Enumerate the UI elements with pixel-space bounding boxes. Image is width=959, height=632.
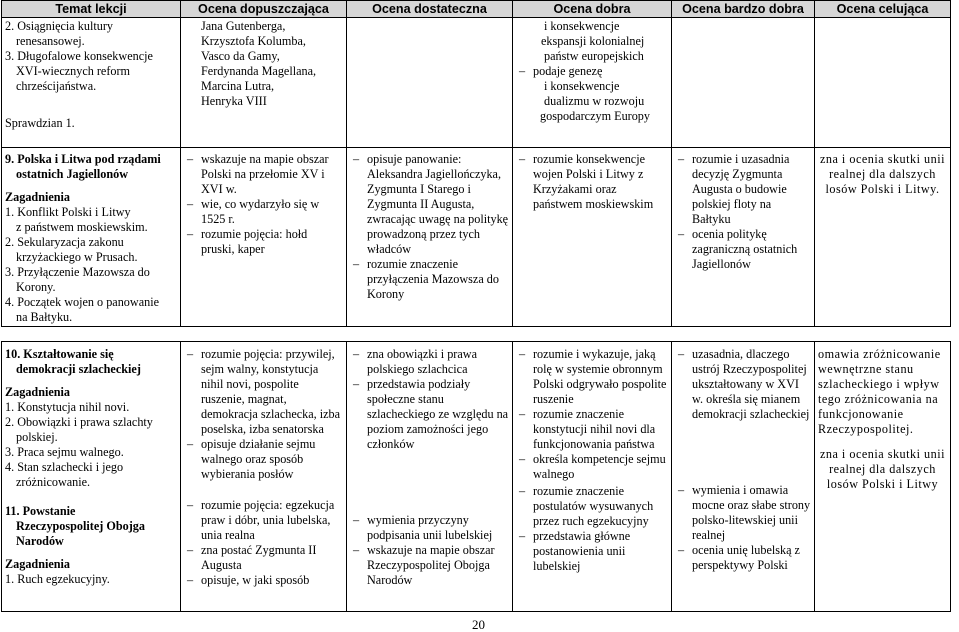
cell-bdb-9 [672, 148, 815, 327]
bullet-item: – zna obowiązki i prawa polskiego szlachcica [353, 347, 509, 377]
text-line: ekspansji kolonialnej [541, 34, 645, 48]
topic-line: 2. Osiągnięcia kultury [5, 19, 113, 33]
bullet-item: – przedstawia główne postanowienia unii lubelskiej [519, 529, 668, 574]
text-line: zna i ocenia skutki unii realnej dla dalszych losów Polski i Litwy. [819, 152, 946, 196]
topic-title: demokracji szlacheckiej [16, 362, 141, 376]
cell-dop-top [181, 18, 347, 148]
bullet-list [678, 152, 811, 272]
bullet-item: – podaje genezę [519, 64, 668, 79]
bullet-item: – ocenia politykę zagraniczną ostatnich Jagiellonów [678, 227, 811, 272]
bullet-item: – przedstawia podziały społeczne stanu szlacheckiego ze względu na poziom zamożności jego członków [353, 377, 509, 452]
issue-line: 1. Ruch egzekucyjny. [5, 572, 110, 586]
cell-dos-9 [347, 148, 513, 327]
cell-dob-top [513, 18, 672, 148]
zagadnienia-heading: Zagadnienia [5, 385, 71, 399]
cell-topic-10 [2, 342, 181, 612]
bullet-item: – ocenia unię lubelską z perspektywy Polski [678, 543, 811, 573]
issue-line: na Bałtyku. [16, 310, 73, 324]
bullet-list [353, 347, 509, 452]
issue-line: 1. Konflikt Polski i Litwy [5, 205, 131, 219]
bullet-item: – zna postać Zygmunta II Augusta [187, 543, 343, 573]
topic-title: Narodów [16, 534, 64, 548]
issue-line: zróżnicowanie. [16, 475, 91, 489]
issue-line: polskiej. [16, 430, 58, 444]
table-row-topic-10 [2, 342, 958, 612]
bullet-item: – wskazuje na mapie obszar Rzeczypospolitej Obojga Narodów [353, 543, 509, 588]
cell-bdb-10 [672, 342, 815, 612]
curriculum-table-lower [1, 341, 957, 612]
text-line: Marcina Lutra, [201, 79, 275, 93]
bullet-item: – opisuje działanie sejmu walnego oraz sposób wybierania posłów [187, 437, 343, 482]
cell-cel-top [815, 18, 951, 148]
cell-cel-10 [815, 342, 951, 612]
issue-line: Korony. [16, 280, 56, 294]
cell-dob-10 [513, 342, 672, 612]
topic-line: renesansowej. [16, 34, 85, 48]
text-line: państw europejskich [544, 49, 644, 63]
topic-title: 11. Powstanie [5, 504, 76, 518]
bullet-item: – wymienia i omawia mocne oraz słabe strony polsko-litewskiej unii realnej [678, 483, 811, 543]
cell-bdb-top [672, 18, 815, 148]
header-temat: Temat lekcji [2, 1, 181, 18]
issue-line: 2. Sekularyzacja zakonu [5, 235, 124, 249]
topic-line: XVI-wiecznych reform [16, 64, 131, 78]
text-line: Henryka VIII [201, 94, 267, 108]
page-number: 20 [472, 617, 485, 632]
bullet-list [519, 152, 668, 212]
cell-dop-10 [181, 342, 347, 612]
text-line: gospodarczym Europy [540, 109, 650, 123]
header-bardzo-dobra: Ocena bardzo dobra [672, 1, 815, 18]
text-line: zna i ocenia skutki unii realnej dla dalszych losów Polski i Litwy [819, 447, 946, 491]
zagadnienia-heading: Zagadnienia [5, 190, 71, 204]
text-line: Ferdynanda Magellana, [201, 64, 317, 78]
bullet-item: – rozumie pojęcia: hołd pruski, kaper [187, 227, 343, 257]
cell-dos-top [347, 18, 513, 148]
topic-line: chrześcijaństwa. [16, 79, 97, 93]
issue-line: 4. Stan szlachecki i jego [5, 460, 124, 474]
bullet-list [519, 347, 668, 482]
bullet-item: – opisuje, w jaki sposób [187, 573, 343, 588]
bullet-item: – opisuje panowanie: Aleksandra Jagiellończyka, Zygmunta I Starego i Zygmunta II Augusta, zwracając uwagę na politykę prowadzoną przez tych władców [353, 152, 509, 257]
text-line: dualizmu w rozwoju [544, 94, 645, 108]
zagadnienia-heading: Zagadnienia [5, 557, 71, 571]
cell-dos-10 [347, 342, 513, 612]
issue-line: 4. Początek wojen o panowanie [5, 295, 159, 309]
cell-dob-9 [513, 148, 672, 327]
bullet-item: – rozumie znaczenie postulatów wysuwanych przez ruch egzekucyjny [519, 484, 668, 529]
bullet-list [187, 347, 343, 482]
text-line: Krzysztofa Kolumba, [201, 34, 306, 48]
text-line: Vasco da Gamy, [201, 49, 280, 63]
bullet-item: – rozumie pojęcia: egzekucja praw i dóbr, unia lubelska, unia realna [187, 498, 343, 543]
bullet-list [187, 498, 343, 588]
issue-line: 1. Konstytucja nihil novi. [5, 400, 130, 414]
bullet-item: – rozumie znaczenie konstytucji nihil novi dla funkcjonowania państwa [519, 407, 668, 452]
bullet-list [353, 513, 509, 588]
header-celujaca: Ocena celująca [815, 1, 951, 18]
bullet-item: – wskazuje na mapie obszar Polski na przełomie XV i XVI w. [187, 152, 343, 197]
text-line: i konsekwencje [544, 19, 620, 33]
header-dobra: Ocena dobra [513, 1, 672, 18]
topic-title: 9. Polska i Litwa pod rządami [5, 152, 161, 166]
bullet-list [187, 152, 343, 257]
cell-cel-9 [815, 148, 951, 327]
topic-title: 10. Kształtowanie się [5, 347, 114, 361]
bullet-item: – rozumie i uzasadnia decyzję Zygmunta Augusta o budowie polskiej floty na Bałtyku [678, 152, 811, 227]
header-row [2, 1, 957, 18]
topic-line: 3. Długofalowe konsekwencje [5, 49, 153, 63]
header-dostateczna: Ocena dostateczna [347, 1, 513, 18]
cell-topic-9 [2, 148, 181, 327]
bullet-item: – określa kompetencje sejmu walnego [519, 452, 668, 482]
issue-line: 3. Praca sejmu walnego. [5, 445, 124, 459]
bullet-item: – rozumie konsekwencje wojen Polski i Litwy z Krzyżakami oraz państwem moskiewskim [519, 152, 668, 212]
topic-title: Rzeczypospolitej Obojga [16, 519, 145, 533]
issue-line: 2. Obowiązki i prawa szlachty [5, 415, 153, 429]
bullet-list [519, 484, 668, 574]
header-dopuszczajaca: Ocena dopuszczająca [181, 1, 347, 18]
bullet-list [519, 64, 668, 79]
bullet-item: – wie, co wydarzyło się w 1525 r. [187, 197, 343, 227]
bullet-item: – rozumie znaczenie przyłączenia Mazowsza do Korony [353, 257, 509, 302]
bullet-item: – uzasadnia, dlaczego ustrój Rzeczypospolitej ukształtowany w XVI w. określa się mianem demokracji szlacheckiej [678, 347, 811, 422]
table-row-topic-9 [2, 148, 957, 327]
bullet-item: – rozumie pojęcia: przywilej, sejm walny, konstytucja nihil novi, pospolite ruszenie, magnat, demokracja szlachecka, izba poselska, izba senatorska [187, 347, 343, 437]
table-row-top [2, 18, 957, 148]
bullet-list [353, 152, 509, 302]
bullet-item: – rozumie i wykazuje, jaką rolę w systemie obronnym Polski odgrywało pospolite ruszenie [519, 347, 668, 407]
text-line: omawia zróżnicowanie wewnętrzne stanu szlacheckiego i wpływ tego zróżnicowania na funkcjonowanie Rzeczypospolitej. [818, 347, 941, 436]
bullet-list [678, 483, 811, 573]
text-line: Jana Gutenberga, [201, 19, 286, 33]
issue-line: z państwem moskiewskim. [16, 220, 148, 234]
issue-line: krzyżackiego w Prusach. [16, 250, 138, 264]
cell-dop-9 [181, 148, 347, 327]
topic-title: ostatnich Jagiellonów [16, 167, 129, 181]
cell-topic-top [2, 18, 181, 148]
bullet-item: – wymienia przyczyny podpisania unii lubelskiej [353, 513, 509, 543]
test-label: Sprawdzian 1. [5, 116, 75, 130]
text-line: i konsekwencje [544, 79, 620, 93]
issue-line: 3. Przyłączenie Mazowsza do [5, 265, 150, 279]
curriculum-table-upper [1, 0, 957, 327]
bullet-list [678, 347, 811, 422]
